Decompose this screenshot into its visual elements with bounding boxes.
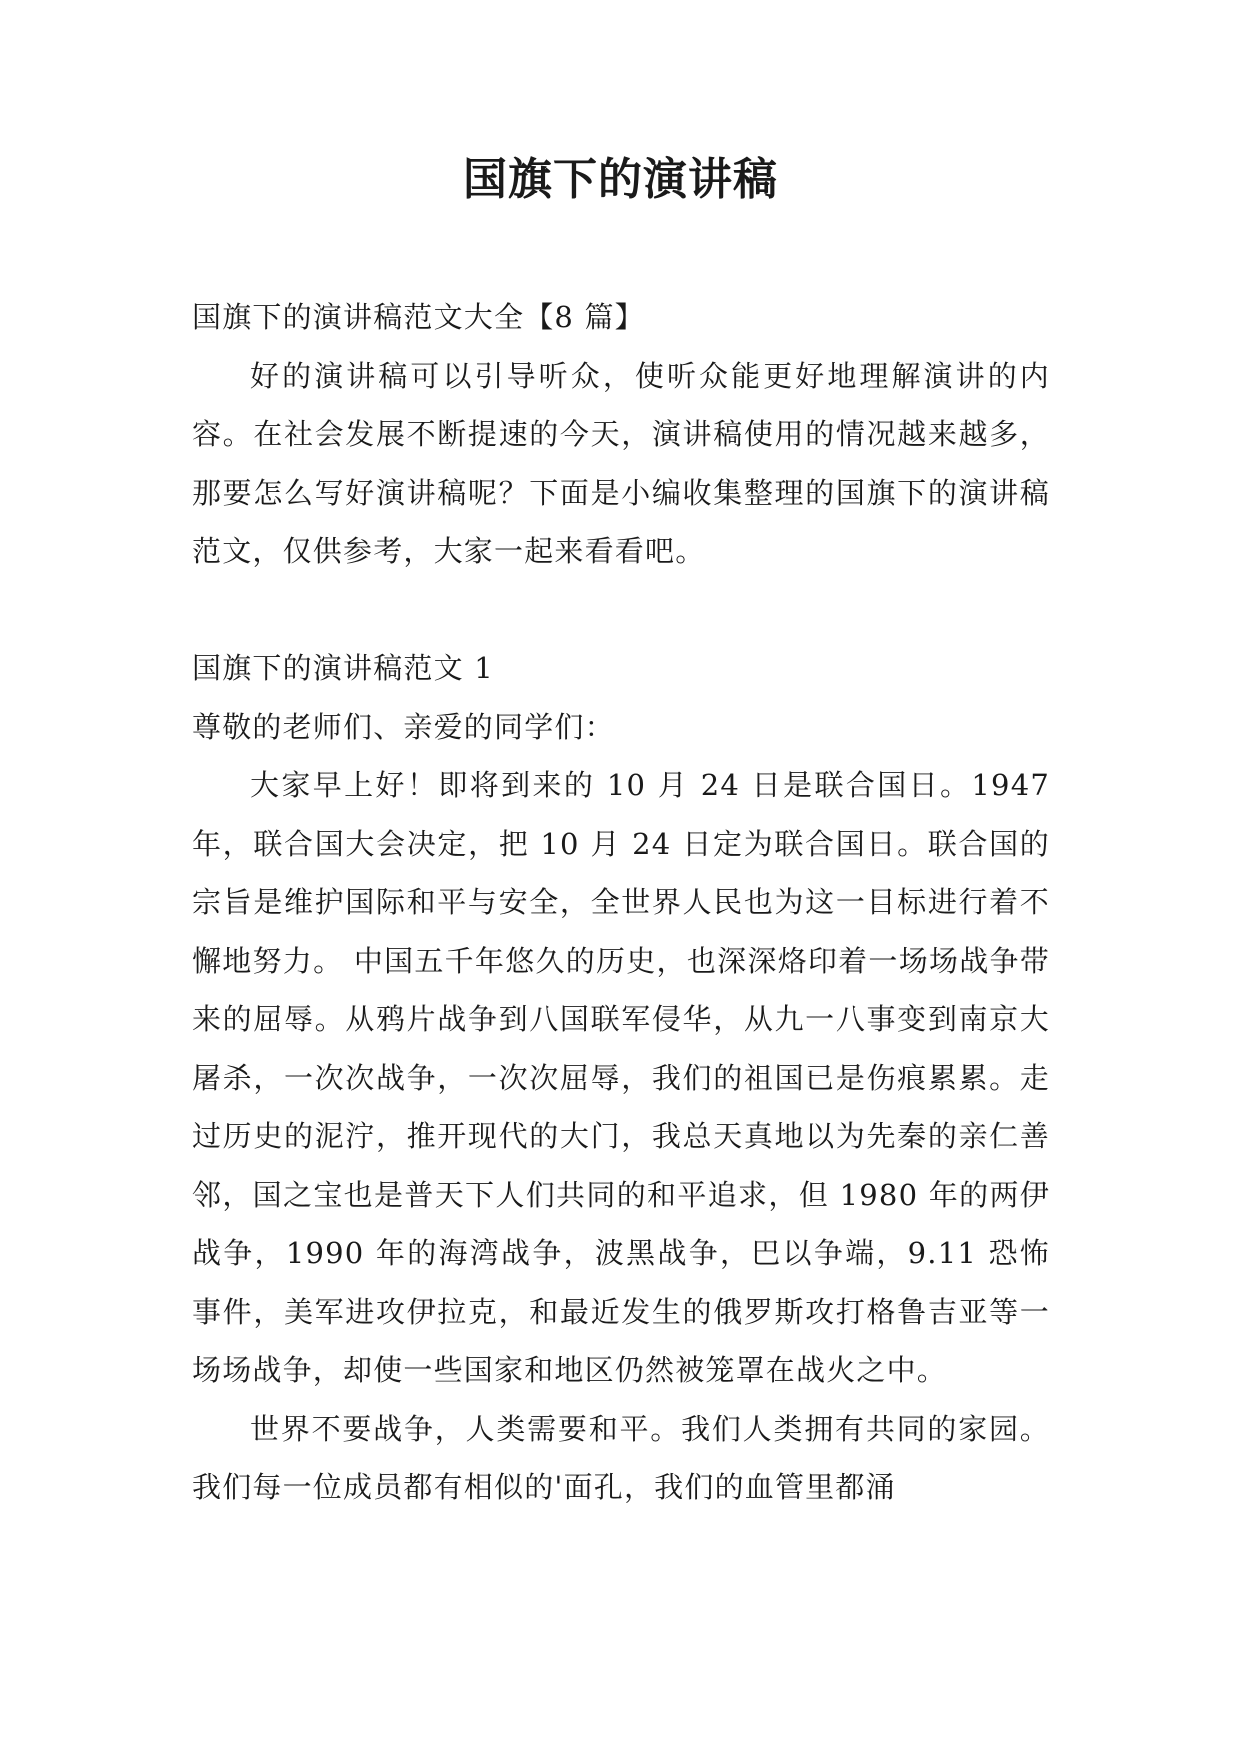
section-gap [192,581,1050,640]
body-paragraph-2: 世界不要战争，人类需要和平。我们人类拥有共同的家园。我们每一位成员都有相似的'面孔，我们的血管里都涌 [192,1411,1050,1504]
document-body [192,288,1050,1517]
body-paragraph-1: 大家早上好！即将到来的 10 月 24 日是联合国日。1947 年，联合国大会决定，把 10 月 24 日定为联合国日。联合国的宗旨是维护国际和平与安全，全世界人民也为这一目标进行着不懈地努力。 中国五千年悠久的历史，也深深烙印着一场场战争带来的屈辱。从鸦片战争到八国联军侵华，从九一八事变到南京大屠杀，一次次战争，一次次屈辱，我们的祖国已是伤痕累累。走过历史的泥泞，推开现代的大门，我总天真地以为先秦的亲仁善邻，国之宝也是普天下人们共同的和平追求，但 1980 年的两伊战争，1990 年的海湾战争，波黑战争，巴以争端，9.11 恐怖事件，美军进攻伊拉克，和最近发生的俄罗斯攻打格鲁吉亚等一场场战争，却使一些国家和地区仍然被笼罩在战火之中。 [192,768,1050,1387]
section-heading: 国旗下的演讲稿范文 1 [192,651,494,685]
salutation: 尊敬的老师们、亲爱的同学们： [192,709,615,744]
document-title: 国旗下的演讲稿 [463,154,778,205]
intro-paragraph: 好的演讲稿可以引导听众，使听众能更好地理解演讲的内容。在社会发展不断提速的今天，演讲稿使用的情况越来越多，那要怎么写好演讲稿呢？下面是小编收集整理的国旗下的演讲稿范文，仅供参考，大家一起来看看吧。 [192,358,1050,568]
document-subtitle: 国旗下的演讲稿范文大全【8 篇】 [192,300,645,334]
